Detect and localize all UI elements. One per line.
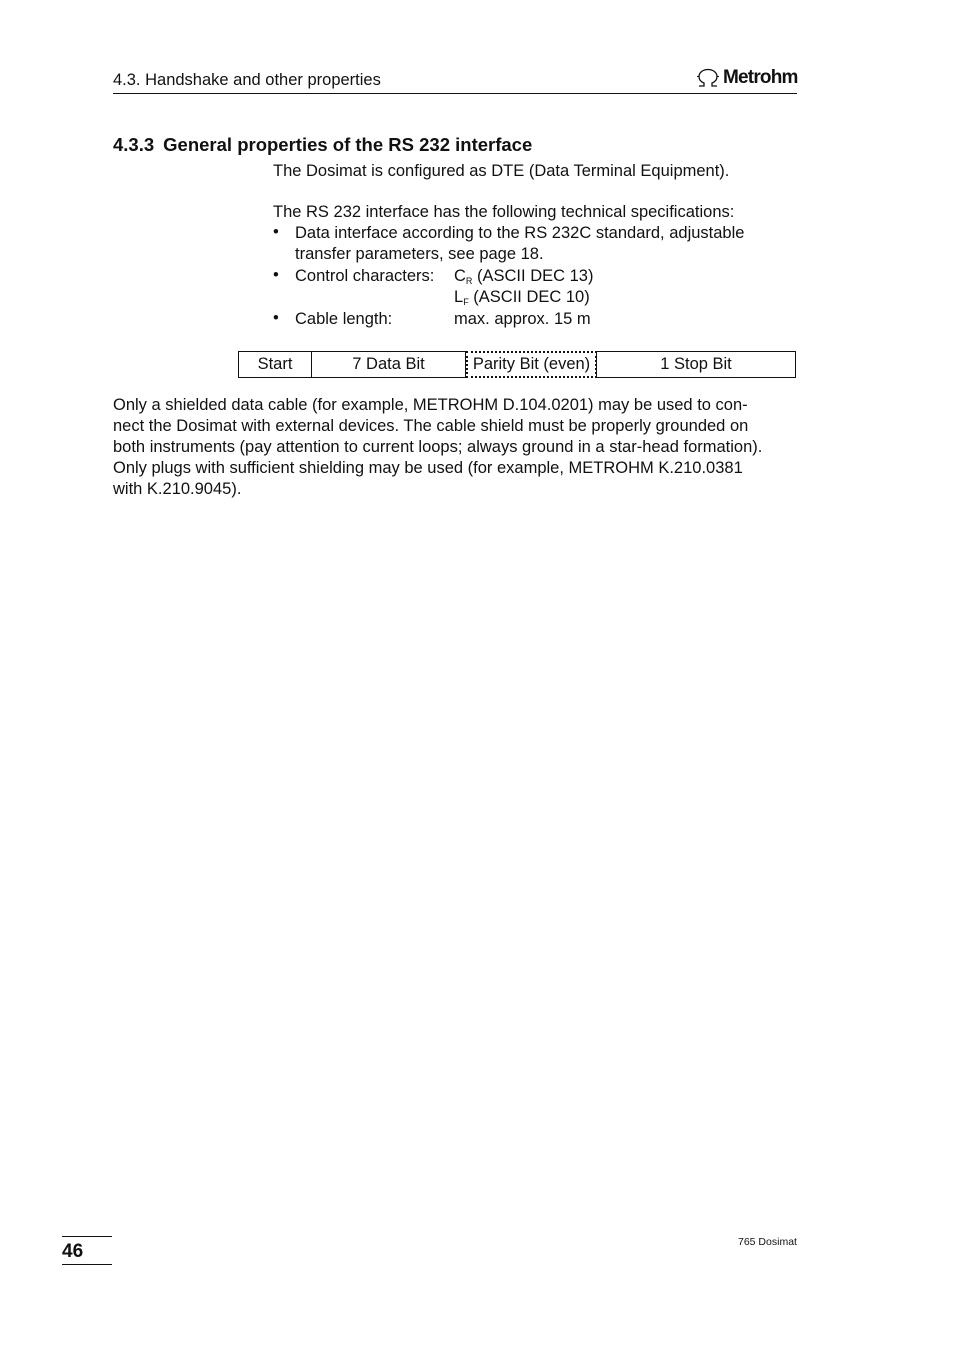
- omega-logo-icon: [696, 68, 720, 88]
- control-char-lf: [454, 287, 590, 308]
- metrohm-logo: [696, 66, 798, 90]
- page-number: 46: [62, 1241, 84, 1262]
- running-header: 4.3. Handshake and other properties: [113, 71, 381, 89]
- control-char-cr: [454, 266, 593, 287]
- paragraph-line: with K.210.9045).: [113, 480, 242, 498]
- bullet-dot: •: [273, 223, 279, 241]
- logo-text: Metrohm: [723, 67, 798, 88]
- paragraph-line: Only a shielded data cable (for example, METROHM D.104.0201) may be used to con-: [113, 396, 748, 414]
- cr-subscript: R: [465, 276, 473, 286]
- frame-parity-bit: Parity Bit (even): [466, 351, 597, 378]
- frame-stop-bit: 1 Stop Bit: [596, 351, 796, 378]
- rs232-frame-diagram: [238, 351, 796, 378]
- section-number: 4.3.3: [113, 134, 155, 155]
- cable-length-value: max. approx. 15 m: [454, 310, 591, 328]
- footer-product: 765 Dosimat: [738, 1236, 797, 1248]
- bullet-data-interface-cont: transfer parameters, see page 18.: [295, 245, 544, 263]
- cr-symbol: C: [454, 267, 466, 285]
- dte-statement: The Dosimat is configured as DTE (Data Terminal Equipment).: [273, 162, 730, 180]
- header-rule: [113, 93, 797, 94]
- lf-subscript: F: [463, 297, 469, 307]
- lf-symbol: L: [454, 288, 464, 306]
- bullet-data-interface: Data interface according to the RS 232C standard, adjustable: [295, 224, 745, 242]
- frame-data-bits: 7 Data Bit: [311, 351, 466, 378]
- bullet-control-chars-label: Control characters:: [295, 267, 435, 285]
- page-number-rule-top: [62, 1236, 112, 1237]
- section-heading: [113, 134, 532, 156]
- bullet-cable-length-label: Cable length:: [295, 310, 393, 328]
- cr-description: (ASCII DEC 13): [477, 267, 594, 285]
- shielding-paragraph: [113, 395, 803, 500]
- page-number-rule-bottom: [62, 1264, 112, 1265]
- bullet-dot: •: [273, 266, 279, 284]
- bullet-dot: •: [273, 309, 279, 327]
- paragraph-line: both instruments (pay attention to current loops; always ground in a star-head formation).: [113, 438, 763, 456]
- spec-intro: The RS 232 interface has the following technical specifications:: [273, 203, 735, 221]
- paragraph-line: nect the Dosimat with external devices. The cable shield must be properly grounded on: [113, 417, 749, 435]
- section-title: General properties of the RS 232 interface: [163, 134, 533, 155]
- lf-description: (ASCII DEC 10): [473, 288, 590, 306]
- frame-start-bit: Start: [238, 351, 312, 378]
- paragraph-line: Only plugs with sufficient shielding may be used (for example, METROHM K.210.0381: [113, 459, 743, 477]
